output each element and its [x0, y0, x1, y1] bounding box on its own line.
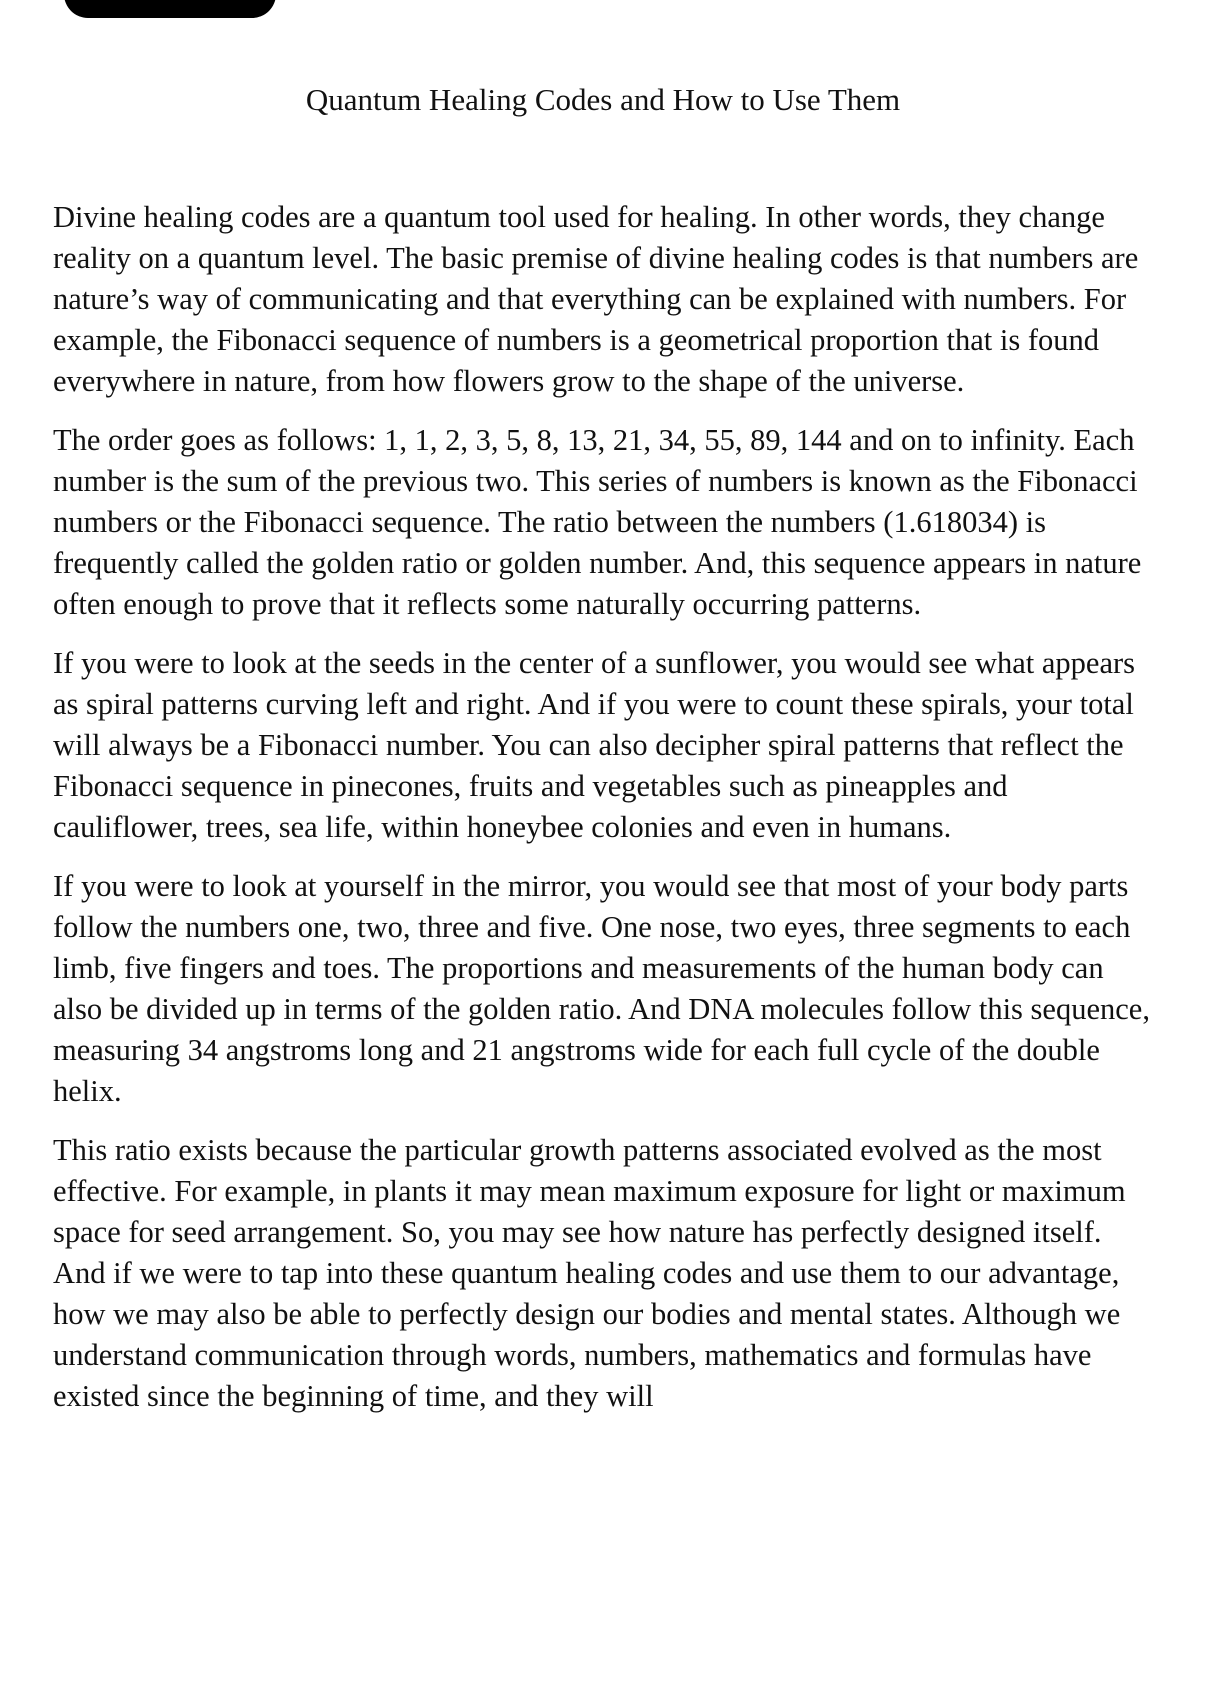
paragraph-2: The order goes as follows: 1, 1, 2, 3, 5, 8, 13, 21, 34, 55, 89, 144 and on to infinity. Each number is the sum of the previous two. This series of numbers is known as the Fibonacci numbers or the Fibonacci sequence. The ratio between the numbers (1.618034) is frequently called the golden ratio or golden number. And, this sequence appears in nature often enough to prove that it reflects some naturally occurring patterns.	[53, 423, 1142, 621]
paragraph-4: If you were to look at yourself in the mirror, you would see that most of your body parts follow the numbers one, two, three and five. One nose, two eyes, three segments to each limb, five fingers and toes. The proportions and measurements of the human body can also be divided up in terms of the golden ratio. And DNA molecules follow this sequence, measuring 34 angstroms long and 21 angstroms wide for each full cycle of the double helix.	[53, 869, 1150, 1108]
paragraph-3: If you were to look at the seeds in the center of a sunflower, you would see what appears as spiral patterns curving left and right. And if you were to count these spirals, your total will always be a Fibonacci number. You can also decipher spiral patterns that reflect the Fibonacci sequence in pinecones, fruits and vegetables such as pineapples and cauliflower, trees, sea life, within honeybee colonies and even in humans.	[53, 646, 1136, 844]
paragraph-1: Divine healing codes are a quantum tool used for healing. In other words, they change reality on a quantum level. The basic premise of divine healing codes is that numbers are nature’s way of communicating and that everything can be explained with numbers. For example, the Fibonacci sequence of numbers is a geometrical proportion that is found everywhere in nature, from how flowers grow to the shape of the universe.	[53, 200, 1139, 398]
top-black-pill	[64, 0, 276, 18]
document-title: Quantum Healing Codes and How to Use Them	[305, 82, 901, 117]
document-body	[53, 197, 1159, 1435]
paragraph-5: This ratio exists because the particular growth patterns associated evolved as the most effective. For example, in plants it may mean maximum exposure for light or maximum space for seed arrangement. So, you may see how nature has perfectly designed itself. And if we were to tap into these quantum healing codes and use them to our advantage, how we may also be able to perfectly design our bodies and mental states. Although we understand communication through words, numbers, mathematics and formulas have existed since the beginning of time, and they will	[53, 1133, 1126, 1413]
